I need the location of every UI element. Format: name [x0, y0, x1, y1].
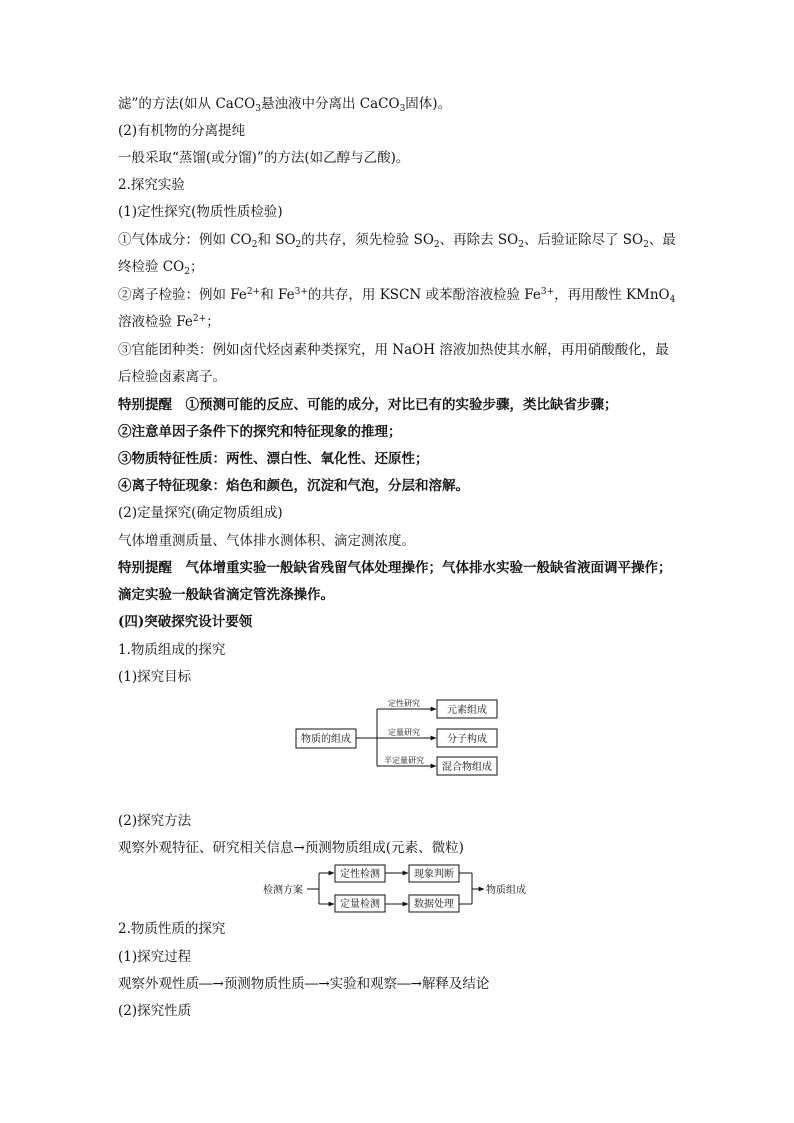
- text-line-11: 后检验卤素离子。: [118, 369, 226, 385]
- text-line-10: ③官能团种类：例如卤代烃卤素种类探究，用 NaOH 溶液加热使其水解，再用硝酸酸化，最: [118, 342, 669, 358]
- quant-result-label: 数据处理: [414, 899, 454, 910]
- tip-line-3: ③物质特征性质：两性、漂白性、氧化性、还原性；: [118, 451, 429, 467]
- tip-line-4: ④离子特征现象：焰色和颜色，沉淀和气泡，分层和溶解。: [118, 478, 469, 494]
- target-label-3: 混合物组成: [442, 762, 492, 773]
- tip-line-6: 滴定实验一般缺省滴定管洗涤操作。: [118, 587, 334, 603]
- target-label-1: 元素组成: [447, 705, 487, 716]
- long-arrow-icon: ―→: [199, 976, 224, 992]
- text-line-8: ②离子检验：例如 $Fe^{2+}$和 $Fe^{3+}$的共存，用 KSCN 或苯酚溶液检验 $Fe^{3+}$，再用酸性 KMnO$_4$: [118, 287, 676, 305]
- start-label: 检测方案: [263, 885, 303, 896]
- text-line-16: (2)定量探究(确定物质组成): [118, 505, 283, 521]
- long-arrow-icon: ―→: [304, 976, 330, 992]
- text-line-22: (1)探究目标: [118, 669, 192, 685]
- text-line-21: 1.物质组成的探究: [118, 642, 226, 658]
- text-line-1: 滤”的方法(如从 CaCO$_3$悬浊液中分离出 CaCO$_3$固体)。: [118, 96, 452, 114]
- qual-result-label: 现象判断: [414, 869, 454, 880]
- text-line-3: 一般采取“蒸馏(或分馏)”的方法(如乙醇与乙酸)。: [118, 150, 410, 166]
- branch-label-2: 定量研究: [388, 728, 420, 737]
- text-line-23: (2)探究方法: [118, 813, 192, 829]
- text-line-26: (1)探究过程: [118, 949, 192, 965]
- end-label: 物质组成: [486, 885, 526, 896]
- text-line-9: 溶液检验 $Fe^{2+}$；: [118, 314, 220, 330]
- target-label-2: 分子构成: [447, 734, 487, 745]
- text-line-25: 2.物质性质的探究: [118, 921, 226, 937]
- root-label: 物质的组成: [301, 734, 351, 745]
- section-heading-2: 2.探究实验: [118, 177, 185, 193]
- qual-step-label: 定性检测: [340, 869, 380, 880]
- quant-step-label: 定量检测: [340, 899, 380, 910]
- text-line-6: ①气体成分：例如 $CO_2$和 $SO_2$的共存，须先检验 $SO_2$、再除去 $SO_2$、后验证除尽了 $SO_2$、最: [118, 232, 676, 250]
- tip-line-2: ②注意单因子条件下的探究和特征现象的推理；: [118, 424, 402, 440]
- branch-label-1: 定性研究: [388, 699, 420, 708]
- text-line-17: 气体增重测质量、气体排水测体积、滴定测浓度。: [118, 533, 415, 549]
- text-line-24: 观察外观特征、研究相关信息→预测物质组成(元素、微粒): [118, 840, 464, 856]
- branch-label-3: 半定量研究: [384, 756, 424, 765]
- text-line-2: (2)有机物的分离提纯: [118, 123, 246, 139]
- method-diagram: [307, 865, 484, 912]
- section-heading-4: (四)突破探究设计要领: [118, 614, 253, 630]
- text-line-28: (2)探究性质: [118, 1003, 192, 1019]
- tip-line-1: 特别提醒 ①预测可能的反应、可能的成分，对比已有的实验步骤，类比缺省步骤；: [118, 397, 618, 413]
- text-line-5: (1)定性探究(物质性质检验): [118, 204, 283, 220]
- text-line-27: 观察外观性质―→预测物质性质―→实验和观察―→解释及结论: [118, 976, 490, 992]
- long-arrow-icon: ―→: [397, 976, 422, 992]
- tip-line-5: 特别提醒 气体增重实验一般缺省残留气体处理操作；气体排水实验一般缺省液面调平操作；: [118, 560, 672, 576]
- text-line-7: 终检验 $CO_2$；: [118, 259, 204, 277]
